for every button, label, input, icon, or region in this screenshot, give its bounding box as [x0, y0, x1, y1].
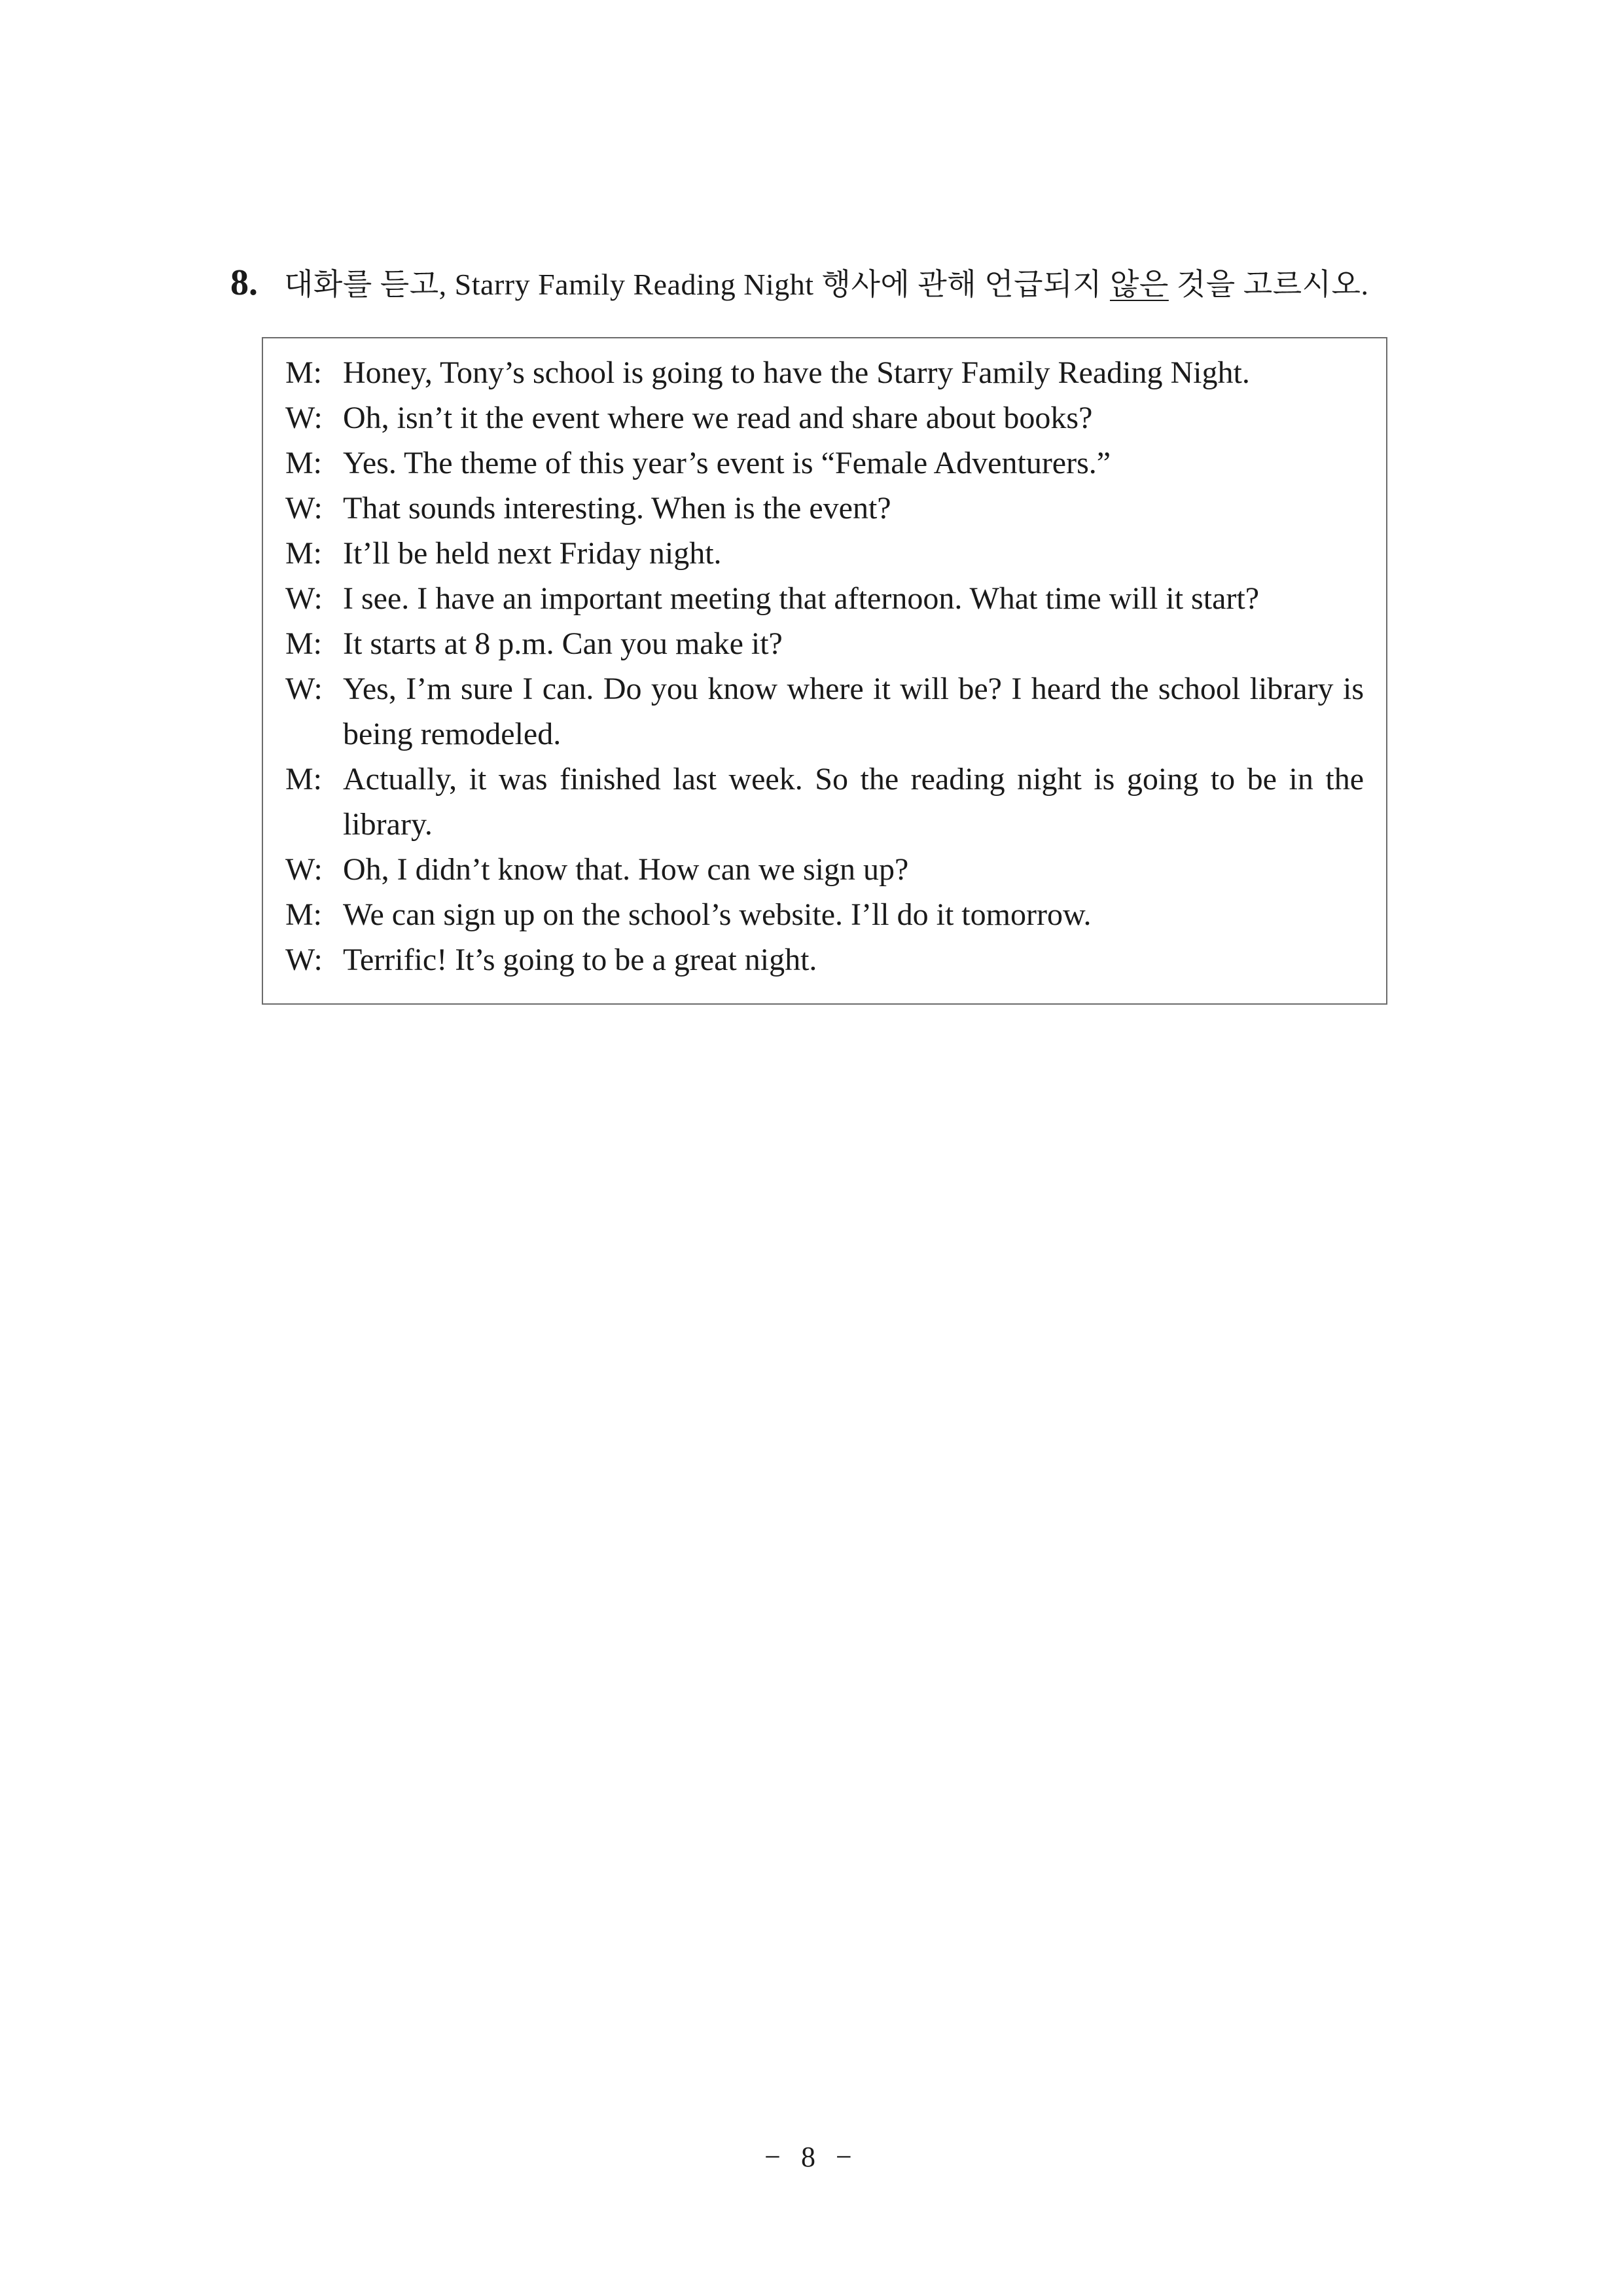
speaker-label: M: [285, 762, 323, 797]
question-prompt-end: 것을 고르시오. [1168, 268, 1369, 301]
utterance-text: I see. I have an important meeting that afternoon. What time will it start? [343, 581, 1259, 616]
page-number: − 8 − [764, 2141, 859, 2173]
question-header [230, 260, 1408, 313]
dialogue-line [285, 395, 1364, 440]
speaker-label: M: [285, 536, 323, 571]
utterance-text: Actually, it was finished last week. So the reading night is going to be in the library. [343, 762, 1364, 842]
utterance-text: It’ll be held next Friday night. [343, 536, 722, 571]
speaker-label: W: [285, 672, 323, 706]
speaker-label: W: [285, 942, 323, 977]
speaker-label: M: [285, 355, 323, 390]
question-prompt-start: 대화를 듣고, Starry Family Reading Night 행사에 관해 언급되지 [284, 268, 1110, 301]
speaker-label: W: [285, 401, 323, 435]
speaker-label: W: [285, 491, 323, 526]
utterance-text: Honey, Tony’s school is going to have the Starry Family Reading Night. [343, 355, 1250, 390]
utterance-text: Terrific! It’s going to be a great night. [343, 942, 817, 977]
dialogue-line [285, 847, 1364, 892]
question-prompt [284, 260, 1368, 304]
utterance-text: Oh, I didn’t know that. How can we sign up? [343, 852, 909, 887]
dialogue-line [285, 937, 1364, 982]
dialogue-line [285, 440, 1364, 486]
utterance-text: It starts at 8 p.m. Can you make it? [343, 626, 783, 661]
dialogue-line [285, 531, 1364, 576]
dialogue-line [285, 621, 1364, 666]
speaker-label: M: [285, 446, 323, 480]
dialogue-line [285, 892, 1364, 937]
speaker-label: W: [285, 581, 323, 616]
dialogue-line [285, 757, 1364, 847]
speaker-label: W: [285, 852, 323, 887]
dialogue-line [285, 666, 1364, 757]
question-number: 8. [230, 262, 258, 303]
speaker-label: M: [285, 897, 323, 932]
utterance-text: We can sign up on the school’s website. I’ll do it tomorrow. [343, 897, 1092, 932]
utterance-text: Yes. The theme of this year’s event is “Female Adventurers.” [343, 446, 1111, 480]
dialogue-line [285, 350, 1364, 395]
dialogue-line [285, 576, 1364, 621]
utterance-text: Yes, I’m sure I can. Do you know where it will be? I heard the school library is being remodeled. [343, 672, 1364, 751]
dialogue-script-box [262, 337, 1387, 1005]
dialogue-line [285, 486, 1364, 531]
question-prompt-emphasis: 않은 [1109, 268, 1169, 301]
speaker-label: M: [285, 626, 323, 661]
utterance-text: Oh, isn’t it the event where we read and share about books? [343, 401, 1093, 435]
utterance-text: That sounds interesting. When is the event? [343, 491, 891, 526]
